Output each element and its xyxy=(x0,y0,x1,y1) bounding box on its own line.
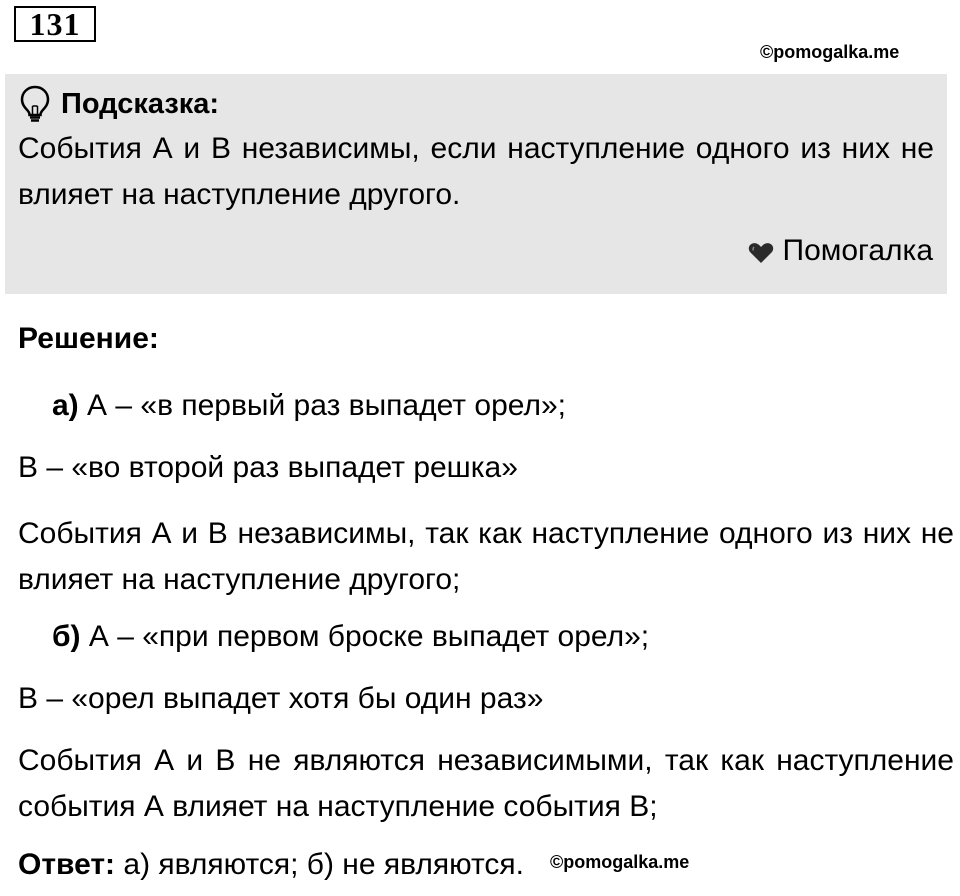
watermark-top: ©pomogalka.me xyxy=(760,42,900,62)
hint-text: События А и В независимы, если наступление одного из них не влияет на наступление другого. xyxy=(18,132,934,211)
answer-text: а) являются; б) не являются. xyxy=(123,848,524,881)
part-b-event-a-line xyxy=(52,617,649,657)
part-b-label: б) xyxy=(52,620,81,653)
heart-icon xyxy=(747,239,775,263)
answer-label: Ответ: xyxy=(18,848,116,881)
part-b-event-b: В – «орел выпадет хотя бы один раз» xyxy=(18,682,544,715)
solution-heading: Решение: xyxy=(18,322,159,355)
part-a-label: а) xyxy=(52,389,79,422)
part-a-event-a-line xyxy=(52,386,566,426)
watermark-bottom: ©pomogalka.me xyxy=(550,852,690,872)
part-a-event-b: В – «во второй раз выпадет решка» xyxy=(18,451,518,484)
part-b-conclusion: События А и В не являются независимыми, так как наступление события А влияет на наступление события В; xyxy=(18,744,954,823)
problem-number: 131 xyxy=(14,6,96,42)
signature xyxy=(747,234,934,268)
part-a-conclusion: События А и В независимы, так как наступление одного из них не влияет на наступление другого; xyxy=(18,517,954,596)
part-b-event-a: А – «при первом броске выпадет орел»; xyxy=(88,620,650,653)
lightbulb-icon xyxy=(19,84,51,124)
hint-title: Подсказка: xyxy=(61,87,220,120)
answer xyxy=(18,845,524,885)
hint-box xyxy=(5,74,947,294)
hint-title-row xyxy=(19,82,219,126)
signature-label: Помогалка xyxy=(782,234,933,267)
part-a-event-a: А – «в первый раз выпадет орел»; xyxy=(87,389,566,422)
